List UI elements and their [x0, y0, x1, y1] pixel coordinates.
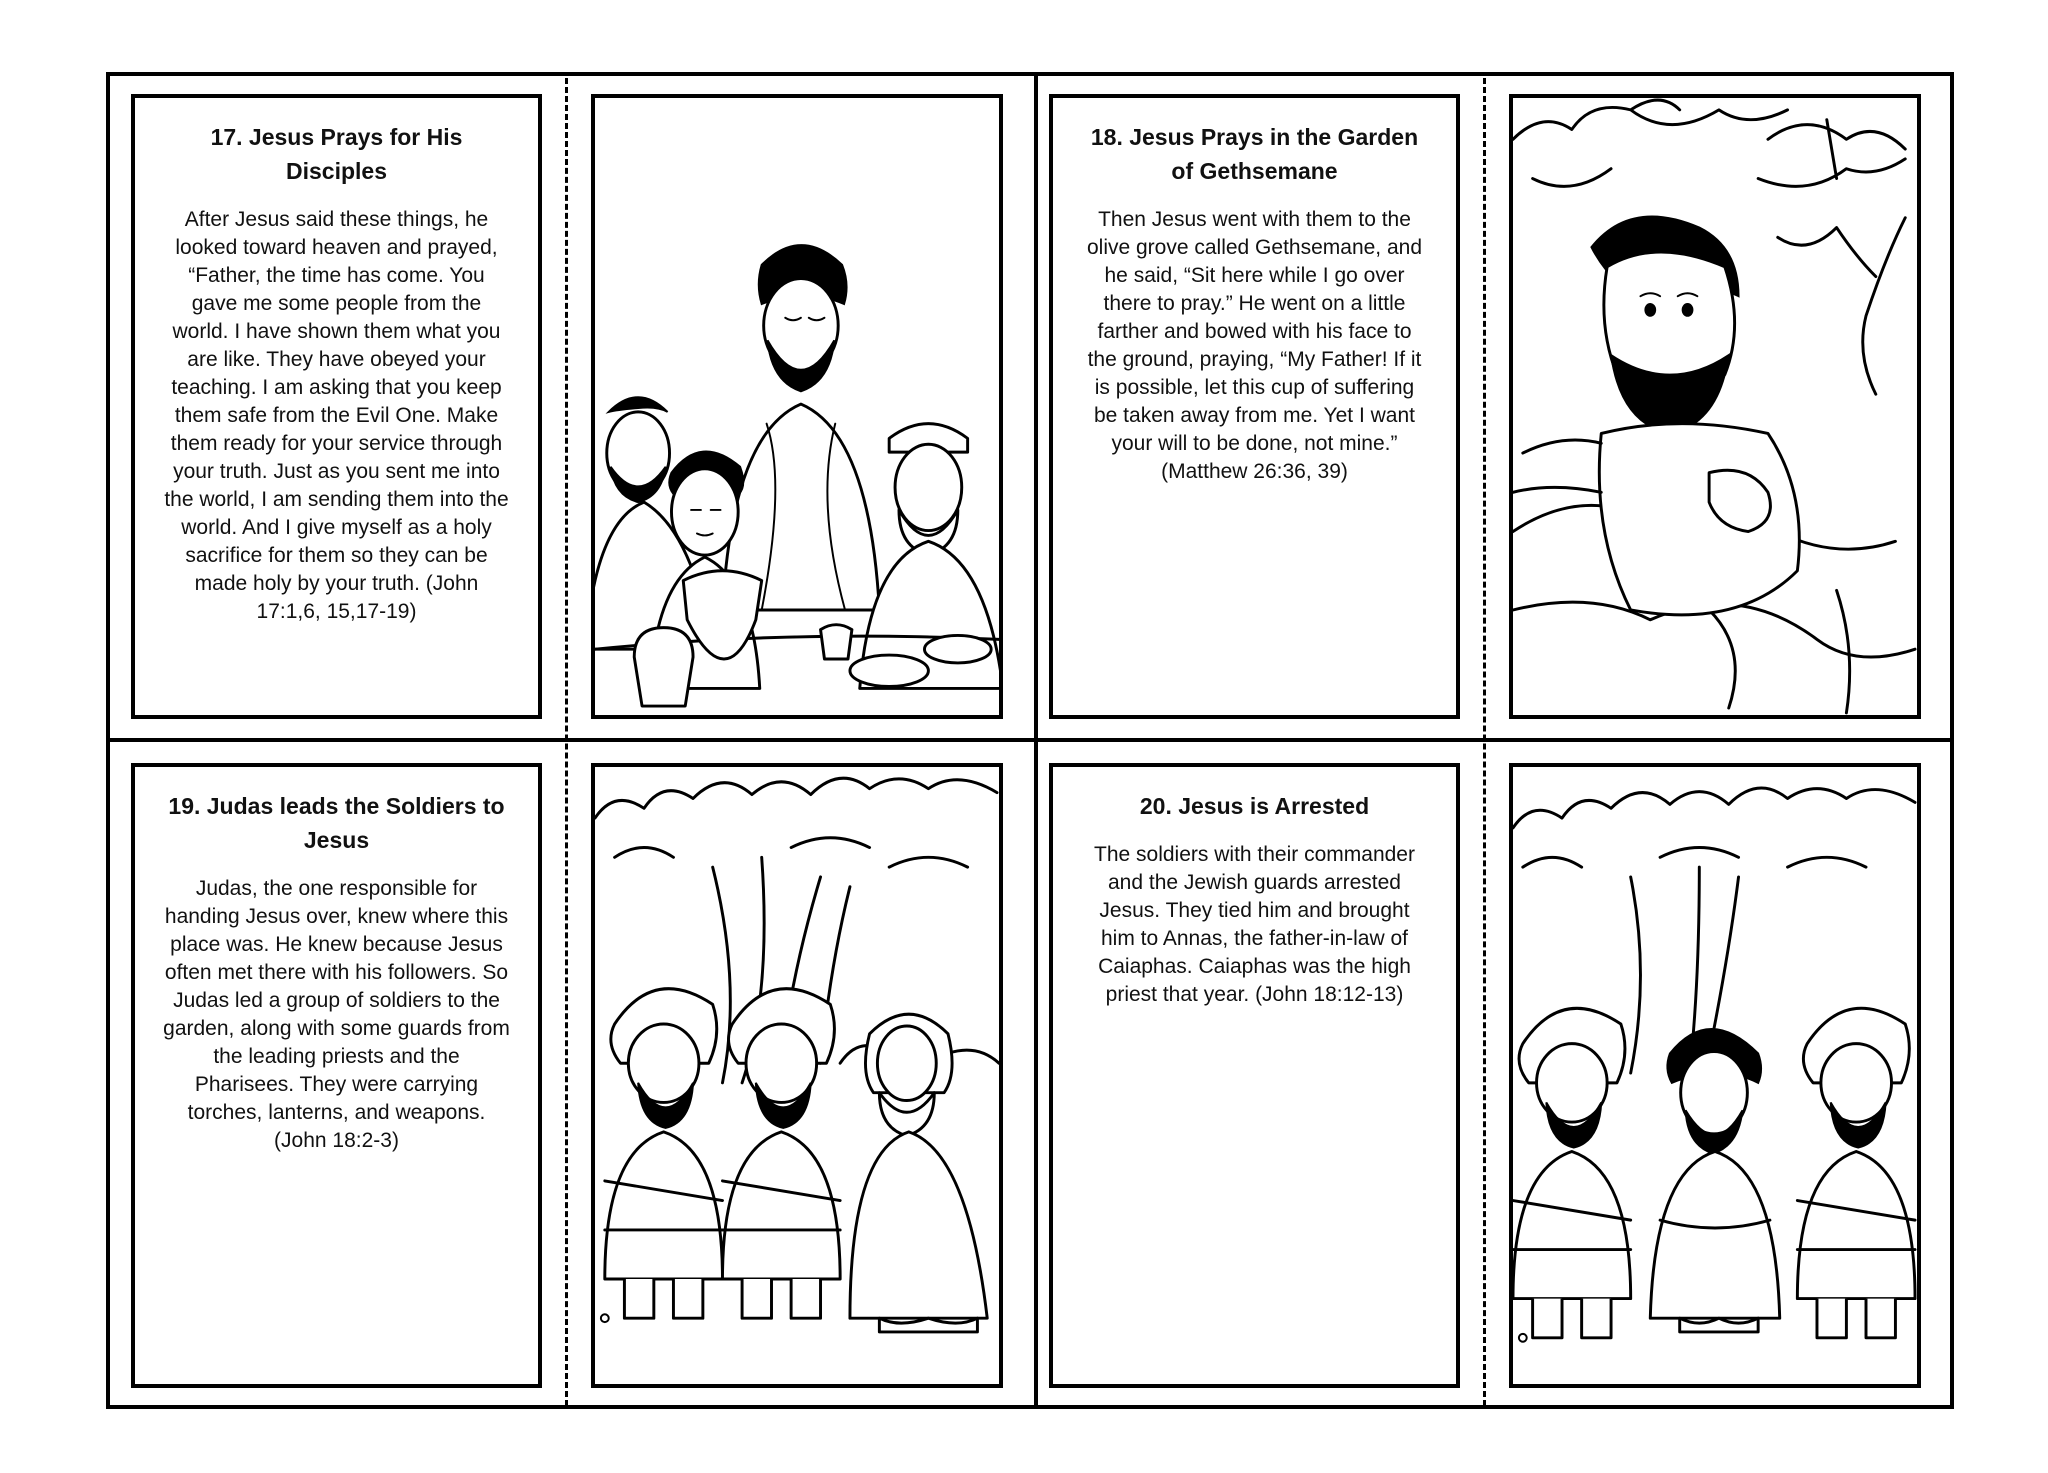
card-18-illustration: [1509, 94, 1921, 719]
card-title: 18. Jesus Prays in the Garden of Gethsemane: [1090, 124, 1419, 184]
fold-line-left: [565, 78, 568, 1406]
fold-line-right: [1483, 78, 1486, 1406]
card-body: Judas, the one responsible for handing Jesus over, knew where this place was. He knew because Jesus often met there with his followers. So Judas led a group of soldiers to the garden, along with some guards from the leading priests and the Pharisees. They were carrying torches, lanterns, and weapons. (John 18:2-3): [163, 877, 510, 1152]
soldiers-illustration: [595, 767, 999, 1384]
card-18-text: [1049, 94, 1460, 719]
arrest-illustration: [1513, 767, 1917, 1384]
garden-prayer-illustration: [1513, 98, 1917, 715]
card-20-text: [1049, 763, 1460, 1388]
card-body: After Jesus said these things, he looked toward heaven and prayed, “Father, the time has come. You gave me some people from the world. I have shown them what you are like. They have obeyed your teaching. I am asking that you keep them safe from the Evil One. Make them ready for your service through your truth. Just as you sent me into the world, I am sending them into the world. And I give myself as a holy sacrifice for them so they can be made holy by your truth. (John 17:1,6, 15,17-19): [164, 208, 509, 623]
card-19-text: [131, 763, 542, 1388]
card-title: 17. Jesus Prays for His Disciples: [210, 124, 463, 184]
card-20-illustration: [1509, 763, 1921, 1388]
card-19-illustration: [591, 763, 1003, 1388]
card-title: 19. Judas leads the Soldiers to Jesus: [168, 793, 505, 853]
card-17-text: [131, 94, 542, 719]
card-body: The soldiers with their commander and the Jewish guards arrested Jesus. They tied him and brought him to Annas, the father-in-law of Caiaphas. Caiaphas was the high priest that year. (John 18:12-13): [1094, 843, 1415, 1006]
card-17-illustration: [591, 94, 1003, 719]
card-title: 20. Jesus is Arrested: [1139, 793, 1370, 819]
center-divider-horizontal: [110, 738, 1950, 742]
card-body: Then Jesus went with them to the olive grove called Gethsemane, and he said, “Sit here while I go over there to pray.” He went on a little farther and bowed with his face to the ground, praying, “My Father! If it is possible, let this cup of suffering be taken away from me. Yet I want your will to be done, not mine.” (Matthew 26:36, 39): [1086, 208, 1423, 483]
disciples-prayer-illustration: [595, 98, 999, 715]
